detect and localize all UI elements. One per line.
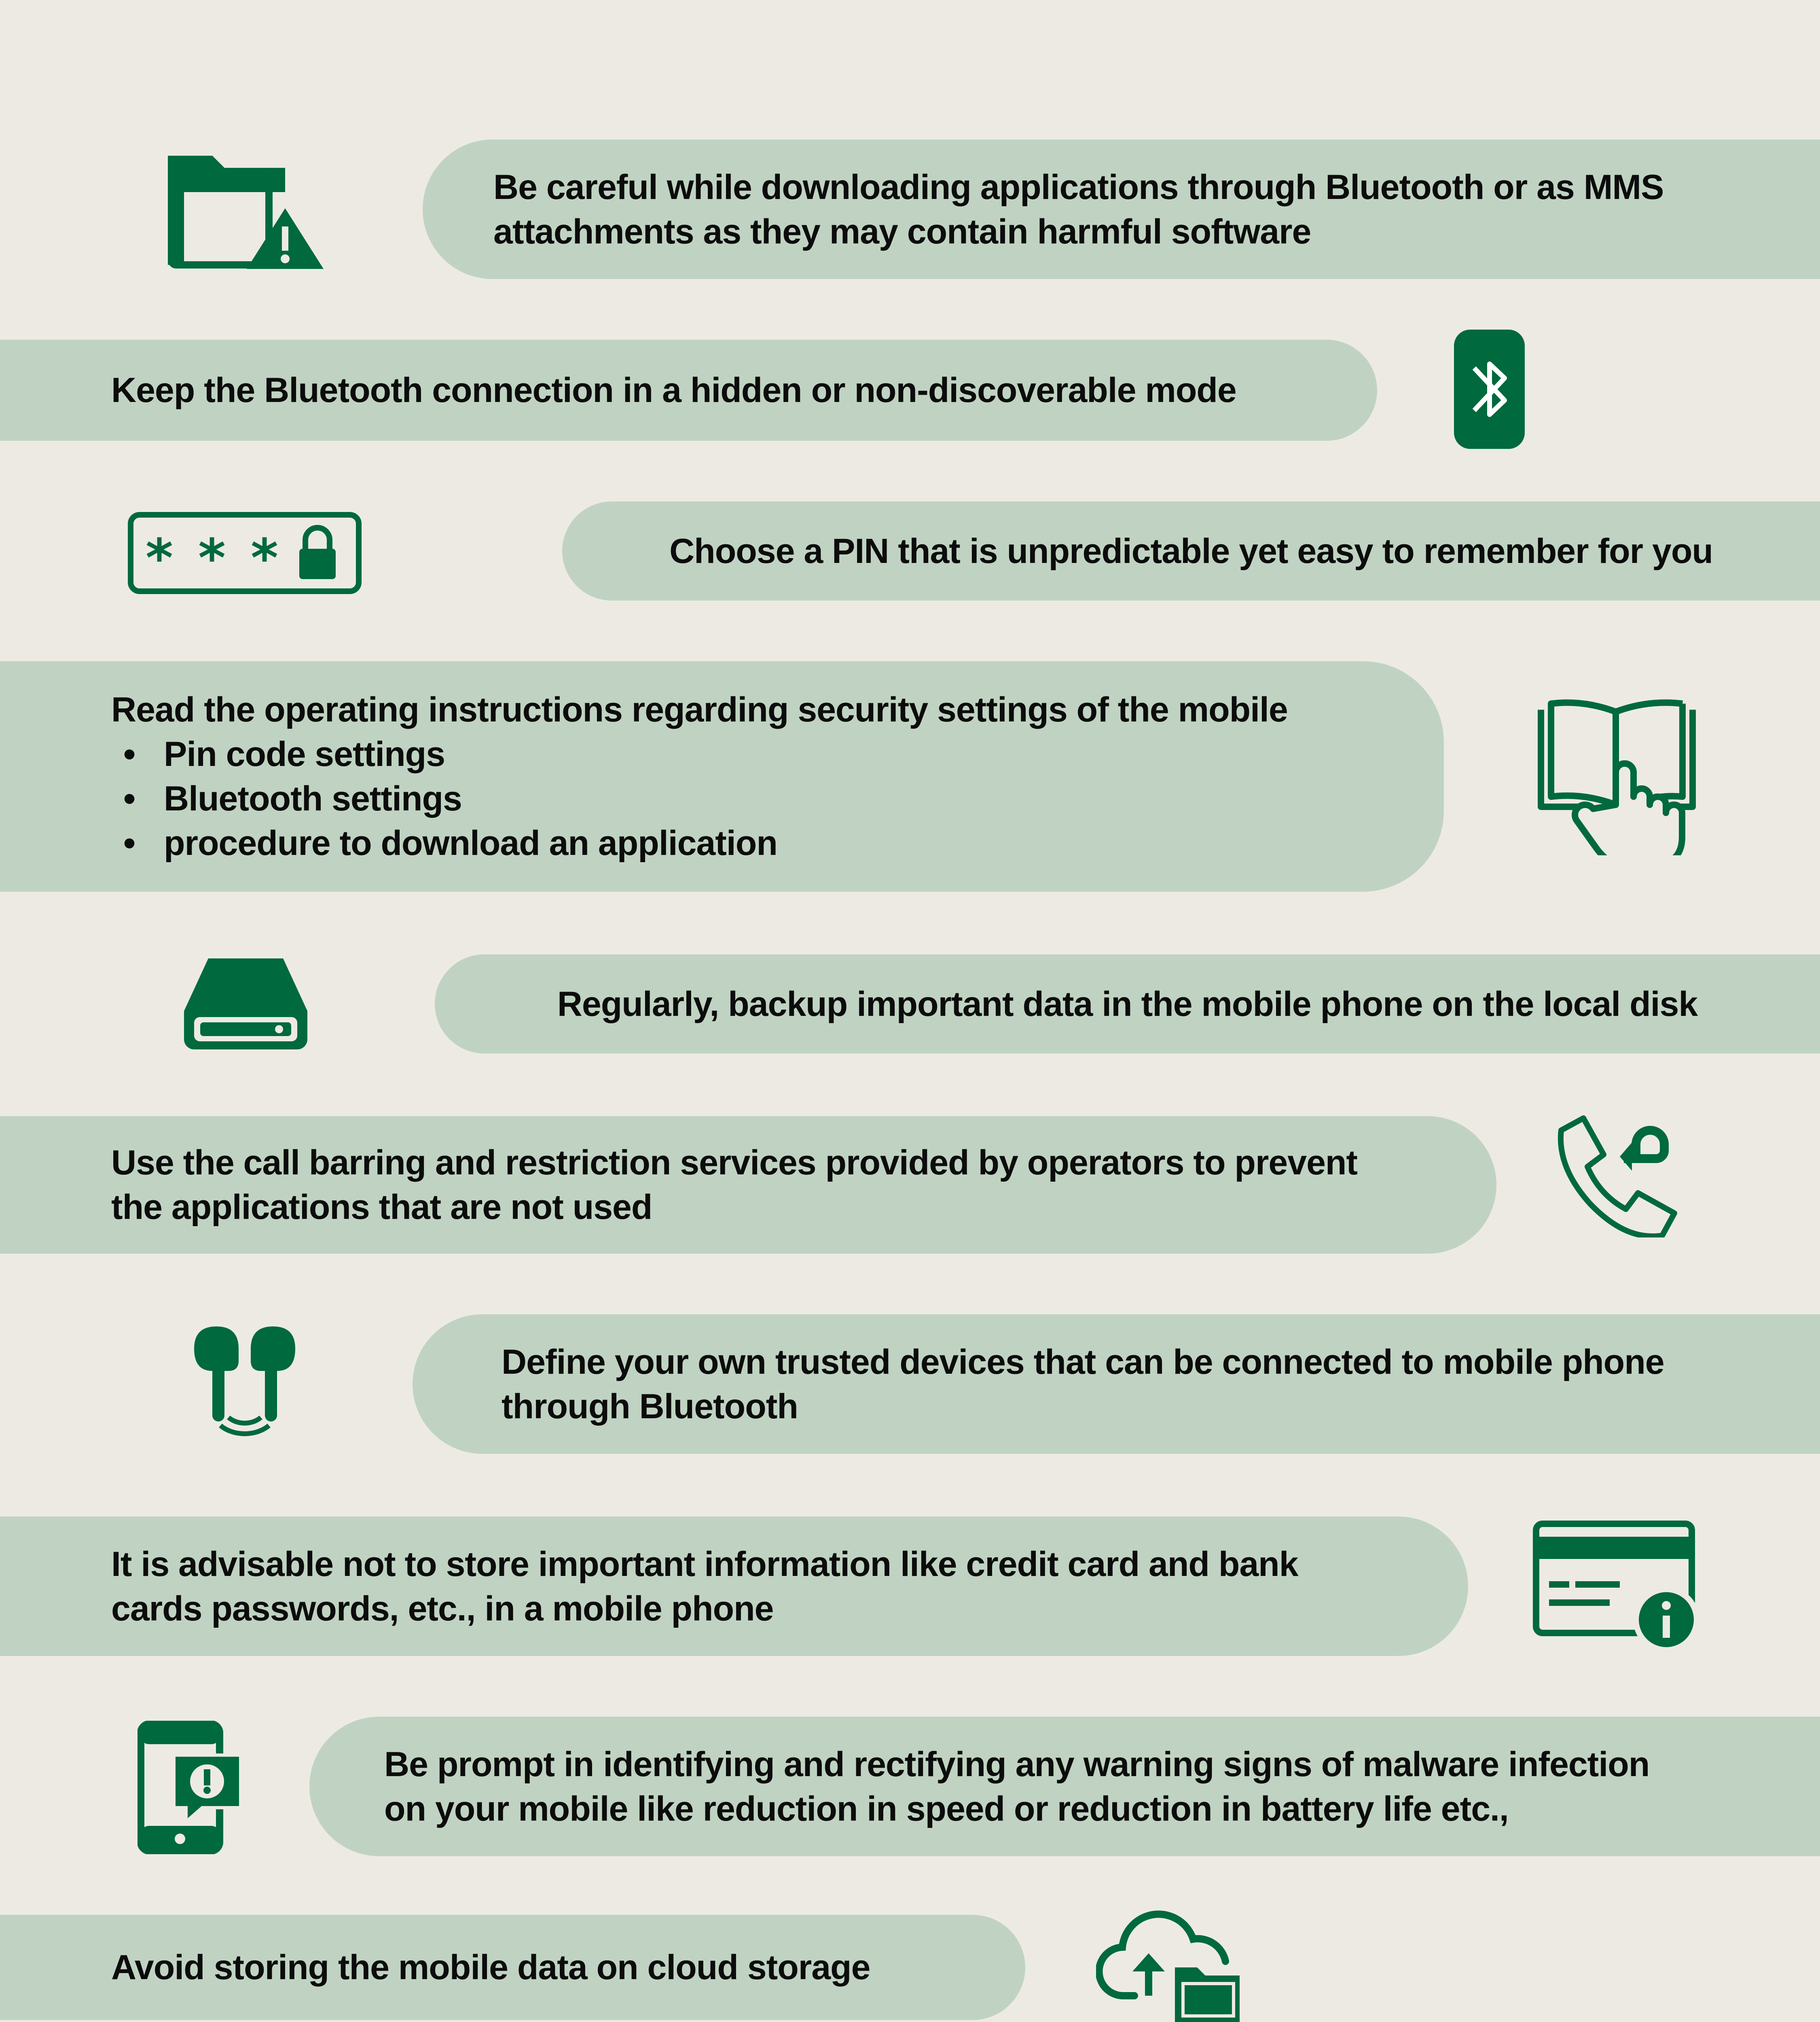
list-item: • procedure to download an application	[164, 821, 1444, 865]
tip-text-line: Be prompt in identifying and rectifying any warning signs of malware infection	[384, 1745, 1650, 1784]
tip-text-line: through Bluetooth	[502, 1387, 798, 1426]
tip-pin	[562, 501, 1820, 601]
tip-no-store	[0, 1516, 1468, 1656]
tip-text-line: cards passwords, etc., in a mobile phone	[111, 1589, 774, 1628]
credit-card-info-icon	[1533, 1521, 1699, 1650]
tip-trusted-devices	[413, 1314, 1820, 1454]
tip-text: Read the operating instructions regarding security settings of the mobile	[111, 690, 1288, 729]
tip-bullet-list	[111, 732, 1444, 865]
tip-instructions	[0, 661, 1444, 892]
list-item: • Bluetooth settings	[164, 776, 1444, 821]
tip-text: Avoid storing the mobile data on cloud storage	[111, 1948, 870, 1987]
tip-text: Regularly, backup important data in the mobile phone on the local disk	[557, 984, 1698, 1024]
folder-warning-icon	[164, 148, 326, 273]
tip-text-line: Use the call barring and restriction services provided by operators to prevent	[111, 1143, 1358, 1182]
manual-book-icon	[1537, 698, 1697, 855]
tip-bluetooth-download	[423, 140, 1820, 279]
phone-callback-icon	[1551, 1114, 1680, 1237]
earbuds-icon	[190, 1324, 299, 1444]
svg-text:*: *	[198, 527, 226, 589]
tip-text: Keep the Bluetooth connection in a hidden or non-discoverable mode	[111, 371, 1236, 410]
tip-text-line: attachments as they may contain harmful software	[493, 212, 1311, 251]
tip-text-line: Be careful while downloading applications through Bluetooth or as MMS	[493, 167, 1664, 207]
bluetooth-icon	[1454, 330, 1525, 449]
tip-bluetooth-hidden	[0, 340, 1377, 441]
tip-cloud	[0, 1915, 1025, 2020]
tip-text-line: It is advisable not to store important information like credit card and bank	[111, 1544, 1298, 1584]
password-lock-icon	[127, 512, 362, 594]
tip-malware	[309, 1717, 1820, 1856]
tip-text: Choose a PIN that is unpredictable yet easy to remember for you	[669, 531, 1713, 571]
tip-text-line: on your mobile like reduction in speed or reduction in battery life etc.,	[384, 1789, 1509, 1828]
tip-call-barring	[0, 1116, 1496, 1254]
hard-disk-icon	[184, 958, 307, 1049]
svg-text:*: *	[251, 527, 278, 589]
tip-text-line: the applications that are not used	[111, 1188, 652, 1227]
tip-backup	[435, 954, 1820, 1053]
tip-text-line: Define your own trusted devices that can be connected to mobile phone	[502, 1342, 1664, 1381]
cloud-upload-folder-icon	[1096, 1903, 1242, 2022]
svg-text:*: *	[146, 527, 173, 589]
list-item: • Pin code settings	[164, 732, 1444, 776]
phone-alert-icon	[138, 1721, 245, 1854]
